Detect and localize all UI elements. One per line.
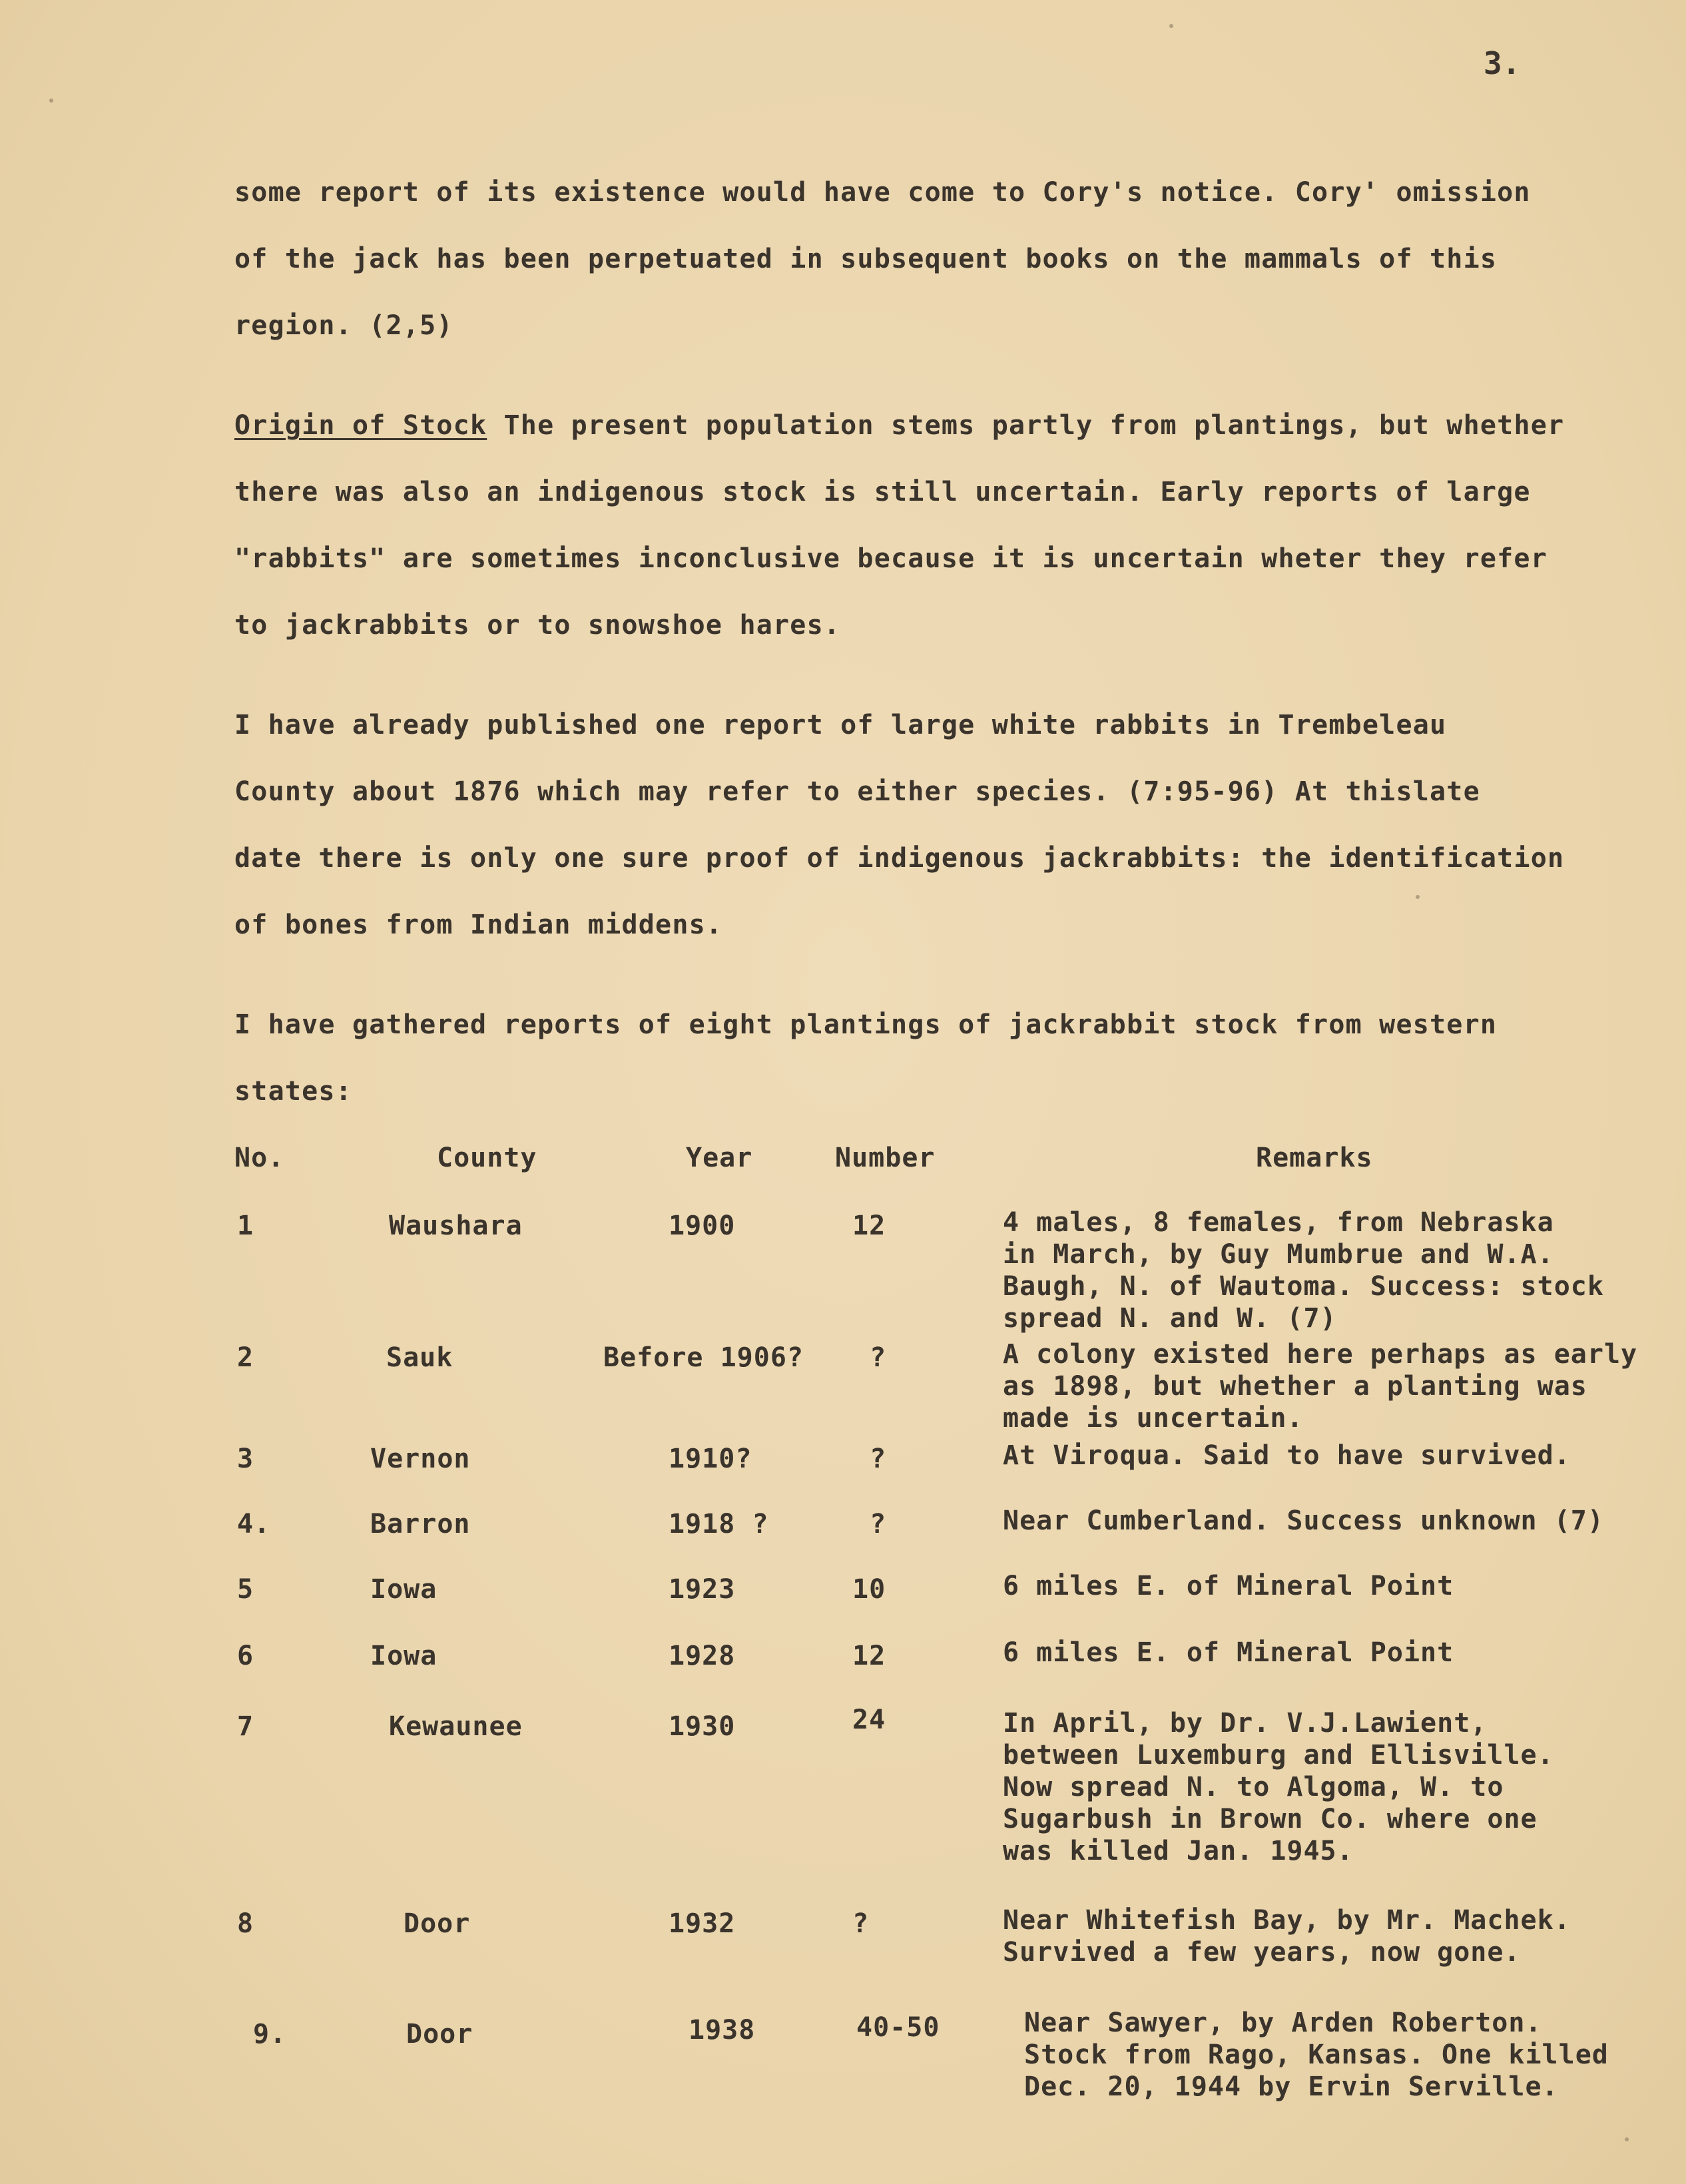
table-row-2-remark-line: as 1898, but whether a planting was (1003, 1371, 1587, 1402)
paragraph-2-line-3: "rabbits" are sometimes inconclusive because it is uncertain wheter they refer (234, 543, 1547, 574)
table-row-4-no: 4. (237, 1509, 271, 1539)
table-row-8-year: 1932 (669, 1908, 736, 1939)
paper-speck (1625, 2137, 1629, 2141)
table-row-7-remark-line: between Luxemburg and Ellisville. (1003, 1740, 1554, 1771)
table-row-5-remark-line: 6 miles E. of Mineral Point (1003, 1571, 1454, 1601)
table-row-3-number: ? (870, 1444, 887, 1474)
table-row-1-county: Waushara (389, 1211, 523, 1241)
table-row-7-county: Kewaunee (389, 1711, 523, 1742)
table-row-3-year: 1910? (669, 1444, 752, 1474)
table-row-3-county: Vernon (370, 1444, 471, 1474)
table-row-8-remark-line: Survived a few years, now gone. (1003, 1937, 1521, 1968)
table-row-3-no: 3 (237, 1444, 254, 1474)
paragraph-3-line-4: of bones from Indian middens. (234, 910, 723, 940)
table-row-8-remarks (1003, 1904, 1571, 1968)
table-header-number: Number (835, 1143, 936, 1173)
table-row-1-remark-line: 4 males, 8 females, from Nebraska (1003, 1207, 1554, 1238)
table-row-7-year: 1930 (669, 1711, 736, 1742)
table-row-2-year: Before 1906? (603, 1342, 804, 1373)
paper-speck (49, 99, 53, 103)
paragraph-4-line-1: I have gathered reports of eight plantings of jackrabbit stock from western (234, 1009, 1498, 1040)
table-row-3-remarks (1003, 1440, 1571, 1472)
table-row-6-remarks (1003, 1637, 1454, 1669)
table-row-1-remarks (1003, 1207, 1604, 1334)
table-row-2-remarks (1003, 1338, 1637, 1434)
table-row-5-number: 10 (852, 1574, 886, 1605)
table-row-6-no: 6 (237, 1641, 254, 1671)
paragraph-2-line-4: to jackrabbits or to snowshoe hares. (234, 610, 841, 641)
table-row-9-number: 40-50 (856, 2012, 940, 2043)
table-row-1-remark-line: spread N. and W. (7) (1003, 1303, 1337, 1334)
paragraph-1-line-2: of the jack has been perpetuated in subsequent books on the mammals of this (234, 244, 1498, 274)
table-row-5-remarks (1003, 1570, 1454, 1602)
paragraph-2-line-2: there was also an indigenous stock is still uncertain. Early reports of large (234, 477, 1531, 507)
table-row-1-number: 12 (852, 1211, 886, 1241)
table-row-6-remark-line: 6 miles E. of Mineral Point (1003, 1637, 1454, 1668)
table-row-7-remarks (1003, 1707, 1554, 1867)
table-row-7-number: 24 (852, 1705, 886, 1735)
table-row-2-no: 2 (237, 1342, 254, 1373)
table-row-9-county: Door (406, 2019, 473, 2049)
table-row-9-remark-line: Near Sawyer, by Arden Roberton. (1024, 2008, 1542, 2038)
table-row-6-county: Iowa (370, 1641, 437, 1671)
paper-speck (1416, 895, 1420, 899)
table-row-1-remark-line: Baugh, N. of Wautoma. Success: stock (1003, 1271, 1604, 1302)
table-row-4-number: ? (870, 1509, 887, 1539)
paragraph-4-line-2: states: (234, 1076, 352, 1107)
table-row-6-year: 1928 (669, 1641, 736, 1671)
table-row-9-remark-line: Stock from Rago, Kansas. One killed (1024, 2040, 1609, 2070)
table-row-6-number: 12 (852, 1641, 886, 1671)
table-row-5-year: 1923 (669, 1574, 736, 1605)
table-row-4-year: 1918 ? (669, 1509, 769, 1539)
paragraph-3-line-3: date there is only one sure proof of indigenous jackrabbits: the identification (234, 843, 1565, 874)
table-row-4-remarks (1003, 1505, 1604, 1537)
table-row-7-remark-line: Sugarbush in Brown Co. where one (1003, 1804, 1538, 1834)
paragraph-3-line-1: I have already published one report of large white rabbits in Trembeleau (234, 710, 1447, 740)
table-row-5-no: 5 (237, 1574, 254, 1605)
table-row-9-year: 1938 (689, 2015, 756, 2046)
table-row-7-remark-line: Now spread N. to Algoma, W. to (1003, 1772, 1504, 1802)
paragraph-1-line-3: region. (2,5) (234, 310, 453, 341)
table-row-7-remark-line: In April, by Dr. V.J.Lawient, (1003, 1708, 1488, 1739)
table-row-7-remark-line: was killed Jan. 1945. (1003, 1836, 1354, 1866)
table-row-8-county: Door (404, 1908, 471, 1939)
table-header-no: No. (234, 1143, 285, 1173)
table-row-1-no: 1 (237, 1211, 254, 1241)
table-row-1-year: 1900 (669, 1211, 736, 1241)
table-row-8-number: ? (852, 1908, 870, 1939)
paragraph-2-line-1 (234, 410, 1564, 441)
table-header-remarks: Remarks (1256, 1143, 1373, 1173)
paragraph-3-line-2: County about 1876 which may refer to either species. (7:95-96) At thislate (234, 776, 1480, 807)
table-row-7-no: 7 (237, 1711, 254, 1742)
paragraph-2-line-1-text: The present population stems partly from plantings, but whether (487, 410, 1565, 441)
table-row-9-remarks (1024, 2007, 1609, 2103)
table-row-4-remark-line: Near Cumberland. Success unknown (7) (1003, 1505, 1604, 1536)
table-row-2-number: ? (870, 1342, 887, 1373)
table-row-2-county: Sauk (386, 1342, 453, 1373)
table-row-8-no: 8 (237, 1908, 254, 1939)
table-row-4-county: Barron (370, 1509, 471, 1539)
section-heading-origin-of-stock: Origin of Stock (234, 410, 487, 441)
page-number: 3. (1484, 45, 1521, 81)
table-row-2-remark-line: made is uncertain. (1003, 1403, 1304, 1434)
table-row-9-no: 9. (253, 2019, 287, 2049)
table-row-1-remark-line: in March, by Guy Mumbrue and W.A. (1003, 1239, 1554, 1270)
paper-speck (1169, 24, 1173, 28)
table-header-county: County (437, 1143, 537, 1173)
table-row-9-remark-line: Dec. 20, 1944 by Ervin Serville. (1024, 2071, 1559, 2102)
table-header-year: Year (686, 1143, 753, 1173)
table-row-5-county: Iowa (370, 1574, 437, 1605)
table-row-8-remark-line: Near Whitefish Bay, by Mr. Machek. (1003, 1905, 1571, 1936)
table-row-3-remark-line: At Viroqua. Said to have survived. (1003, 1440, 1571, 1471)
table-row-2-remark-line: A colony existed here perhaps as early (1003, 1339, 1638, 1370)
paragraph-1-line-1: some report of its existence would have come to Cory's notice. Cory' omission (234, 177, 1531, 208)
